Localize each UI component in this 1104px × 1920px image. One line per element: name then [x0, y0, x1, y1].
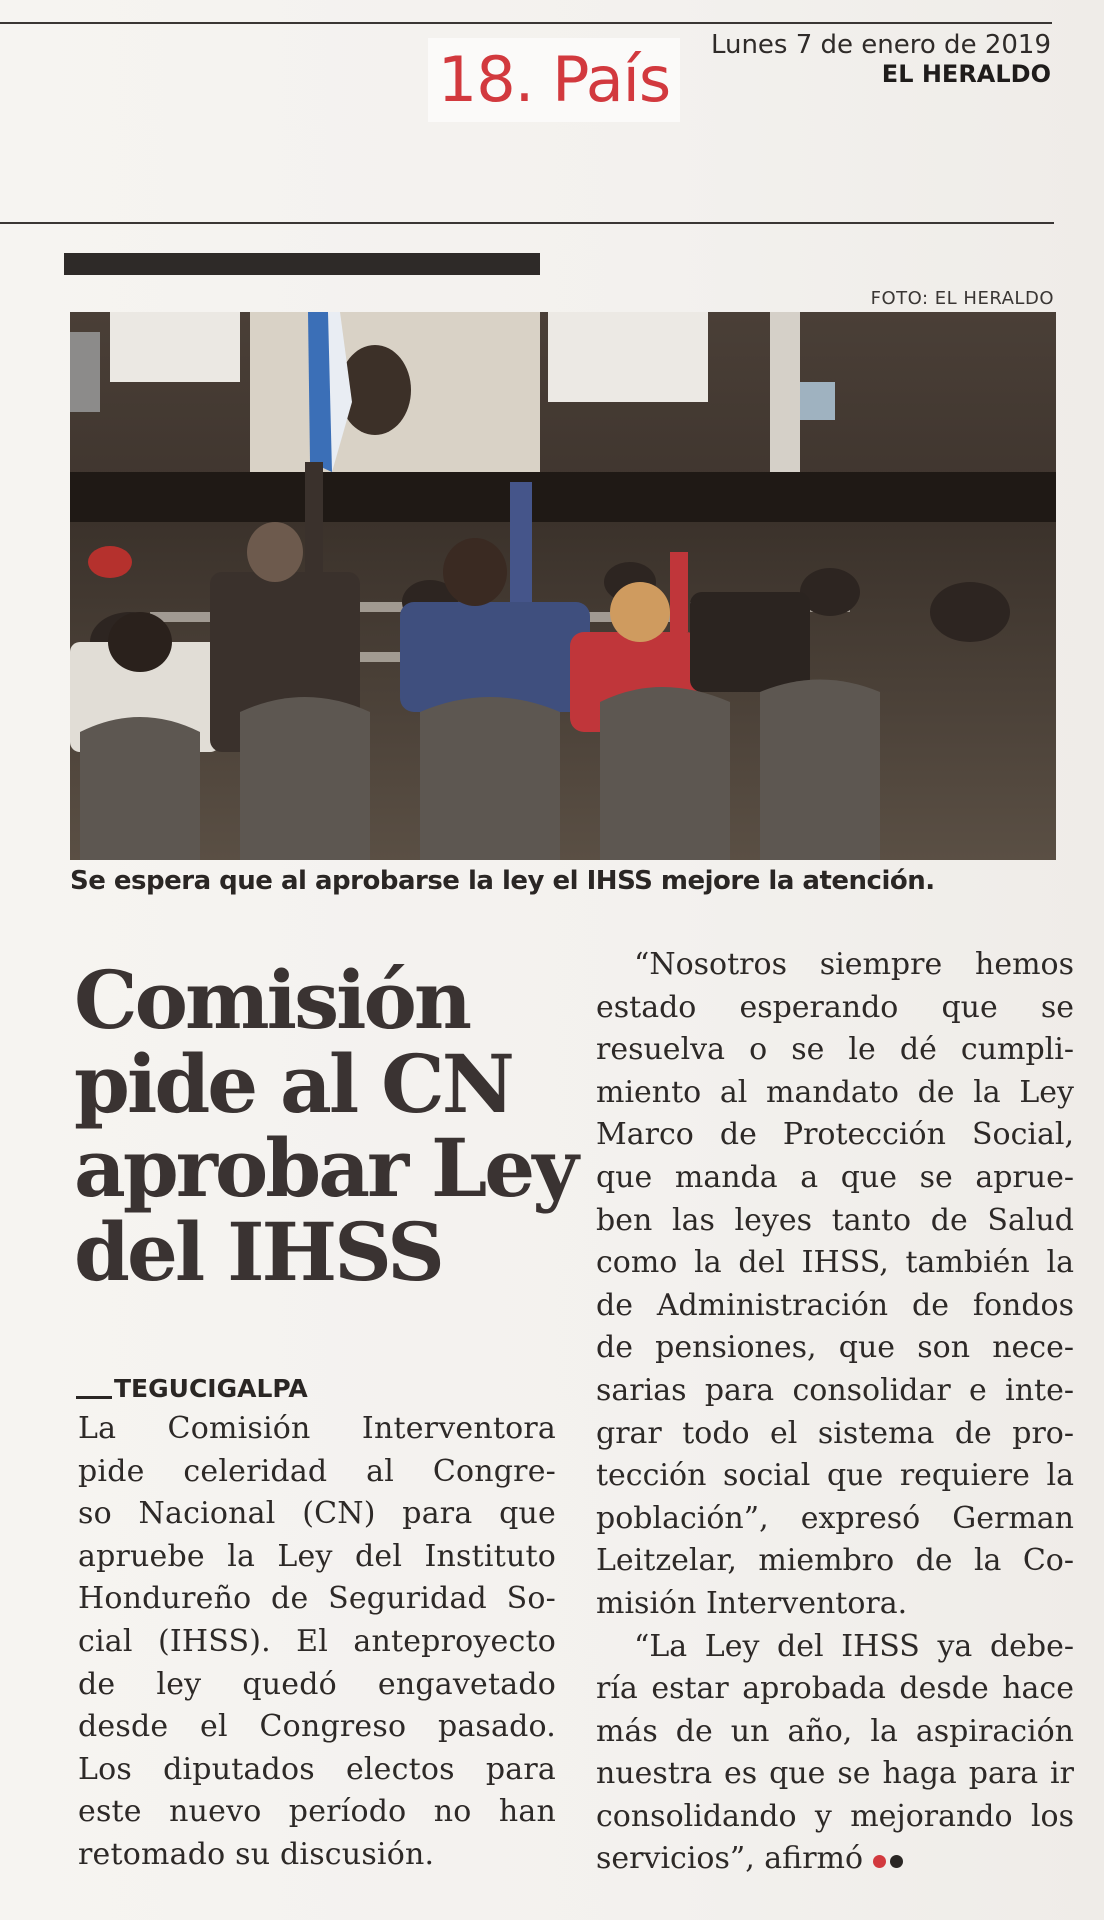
body-line: como la del IHSS, también la [596, 1245, 1074, 1281]
body-line: so Nacional (CN) para que [78, 1496, 556, 1532]
body-line: tección social que requiere la [596, 1458, 1074, 1494]
body-line: ben las leyes tanto de Salud [596, 1202, 1074, 1238]
body-line: de ley quedó engavetado [78, 1666, 556, 1702]
body-line: de Administración de fondos [596, 1287, 1074, 1323]
body-line: más de un año, la aspiración [596, 1713, 1074, 1749]
body-line: Leitzelar, miembro de la Co- [596, 1543, 1074, 1579]
body-line: desde el Congreso pasado. [78, 1709, 556, 1745]
headline-line: aprobar Ley [74, 1121, 576, 1215]
headline-line: pide al CN [74, 1037, 512, 1131]
body-line: “La Ley del IHSS ya debe- [634, 1628, 1074, 1664]
body-line: resuelva o se le dé cumpli- [596, 1032, 1074, 1068]
article-column-1 [78, 1408, 556, 1877]
section-label: 18. País [428, 38, 680, 122]
body-line: Los diputados electos para [78, 1751, 556, 1787]
body-line: pide celeridad al Congre- [78, 1453, 556, 1489]
body-line: de pensiones, que son nece- [596, 1330, 1074, 1366]
body-line: retomado su discusión. [78, 1836, 435, 1872]
article-column-2 [596, 944, 1074, 1881]
end-mark-icon [873, 1839, 907, 1882]
body-line-text: servicios”, afirmó [596, 1841, 864, 1877]
body-line: misión Interventora. [596, 1585, 908, 1621]
headline-line: Comisión [74, 953, 470, 1047]
congress-photo [70, 312, 1056, 860]
body-line: consolidando y mejorando los [596, 1798, 1074, 1834]
body-line: este nuevo período no han [78, 1794, 556, 1830]
headline [74, 953, 594, 1299]
photo-credit: FOTO: EL HERALDO [870, 288, 1054, 309]
body-line-final [596, 1838, 1074, 1881]
body-line: Marco de Protección Social, [596, 1117, 1074, 1153]
end-mark-red-dot [873, 1855, 886, 1868]
body-line: La Comisión Interventora [78, 1411, 556, 1446]
body-line: sarias para consolidar e inte- [596, 1372, 1074, 1408]
top-rule [0, 22, 1052, 24]
body-line: grar todo el sistema de pro- [596, 1415, 1074, 1451]
photo-caption: Se espera que al aprobarse la ley el IHSS mejore la atención. [70, 866, 935, 896]
body-line: nuestra es que se haga para ir [596, 1756, 1074, 1792]
headline-line: del IHSS [74, 1205, 442, 1299]
story-bar [64, 253, 540, 275]
body-line: apruebe la Ley del Instituto [78, 1538, 556, 1574]
end-mark-dark-dot [890, 1855, 903, 1868]
body-line: ría estar aprobada desde hace [596, 1671, 1074, 1707]
body-line: miento al mandato de la Ley [596, 1074, 1074, 1110]
body-line: que manda a que se aprue- [596, 1159, 1074, 1195]
dateline: TEGUCIGALPA [76, 1374, 308, 1403]
body-line: estado esperando que se [596, 989, 1074, 1025]
congress-photo-illustration [70, 312, 1056, 860]
body-line: Hondureño de Seguridad So- [78, 1581, 556, 1617]
section-rule [0, 222, 1054, 224]
body-line: “Nosotros siempre hemos [634, 947, 1074, 982]
issue-date: Lunes 7 de enero de 2019 [710, 30, 1051, 60]
newspaper-name: EL HERALDO [881, 60, 1051, 88]
body-line: población”, expresó German [596, 1500, 1074, 1536]
body-line: cial (IHSS). El anteproyecto [78, 1623, 556, 1659]
